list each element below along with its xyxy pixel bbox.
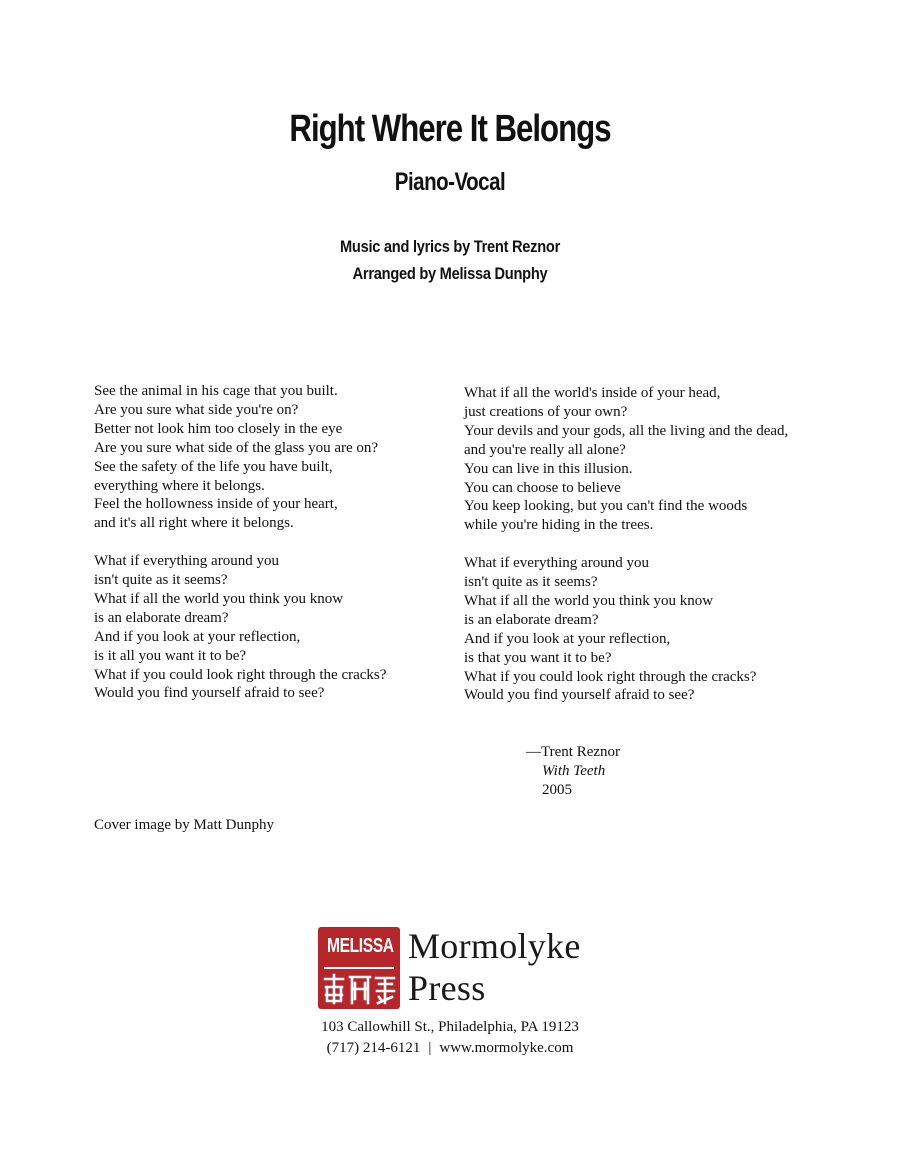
music-lyrics-credit: Music and lyrics by Trent Reznor [339,237,561,256]
lyric-line: What if everything around you [464,555,649,572]
lyric-line: What if all the world's inside of your head, [464,385,721,401]
publisher-website-link[interactable]: www.mormolyke.com [439,1040,574,1056]
lyrics-stanza [94,382,386,533]
lyrics-attribution [526,743,620,800]
lyrics-stanza [464,384,788,535]
publisher-phone: (717) 214-6121 [326,1040,421,1056]
attribution-year: 2005 [542,782,572,798]
lyric-line: Feel the hollowness inside of your heart, [94,496,338,513]
publisher-logo [318,925,598,1010]
lyrics-stanza [464,554,788,705]
lyric-line: is an elaborate dream? [464,611,599,628]
lyric-line: See the animal in his cage that you built. [94,383,338,399]
lyric-line: and it's all right where it belongs. [94,515,294,532]
lyric-line: What if all the world you think you know [464,592,714,609]
publisher-name-line1: Mormolyke [408,926,581,966]
publisher-name-line2: Press [408,968,486,1008]
lyric-line: is it all you want it to be? [94,647,247,664]
publisher-contact [0,1017,900,1059]
lyric-line: What if you could look right through the cracks? [464,668,757,685]
lyrics-stanza [94,552,386,703]
lyric-line: Would you find yourself afraid to see? [94,685,325,702]
lyric-line: Better not look him too closely in the eye [94,420,343,437]
seal-glyphs-icon [322,973,396,1005]
lyric-line: Would you find yourself afraid to see? [464,687,695,704]
lyric-line: while you're hiding in the trees. [464,517,654,534]
lyric-line: is an elaborate dream? [94,609,229,626]
lyric-line: You can choose to believe [464,479,621,496]
lyrics-left-column [94,382,386,722]
attribution-album: With Teeth [542,763,606,779]
seal-divider [324,967,394,969]
lyric-line: And if you look at your reflection, [94,628,301,645]
lyric-line: See the safety of the life you have built, [94,458,333,475]
arranger-credit: Arranged by Melissa Dunphy [352,264,548,283]
lyric-line: You can live in this illusion. [464,460,633,477]
lyric-line: isn't quite as it seems? [94,572,228,589]
publisher-phone-web [0,1038,900,1059]
melissa-seal-logo [318,927,400,1009]
lyric-line: What if everything around you [94,553,279,570]
lyrics-right-column [464,384,788,724]
attribution-author: —Trent Reznor [526,744,621,760]
lyric-line: isn't quite as it seems? [464,574,598,591]
publisher-address: 103 Callowhill St., Philadelphia, PA 19123 [321,1019,579,1035]
page-title: Right Where It Belongs [289,108,611,150]
lyric-line: What if all the world you think you know [94,590,344,607]
cover-image-credit: Cover image by Matt Dunphy [94,817,274,833]
seal-text: MELISSA [327,935,394,957]
lyric-line: just creations of your own? [464,403,628,420]
lyric-line: You keep looking, but you can't find the woods [464,498,748,515]
lyric-line: and you're really all alone? [464,441,626,458]
contact-separator: | [428,1040,432,1056]
lyric-line: And if you look at your reflection, [464,630,671,647]
lyric-line: everything where it belongs. [94,477,265,494]
page-subtitle: Piano-Vocal [394,168,506,196]
lyric-line: Are you sure what side of the glass you are on? [94,439,379,456]
lyric-line: Are you sure what side you're on? [94,401,299,418]
lyric-line: What if you could look right through the cracks? [94,666,387,683]
lyric-line: Your devils and your gods, all the living and the dead, [464,422,789,439]
lyric-line: is that you want it to be? [464,649,612,666]
publisher-name [408,925,581,1009]
